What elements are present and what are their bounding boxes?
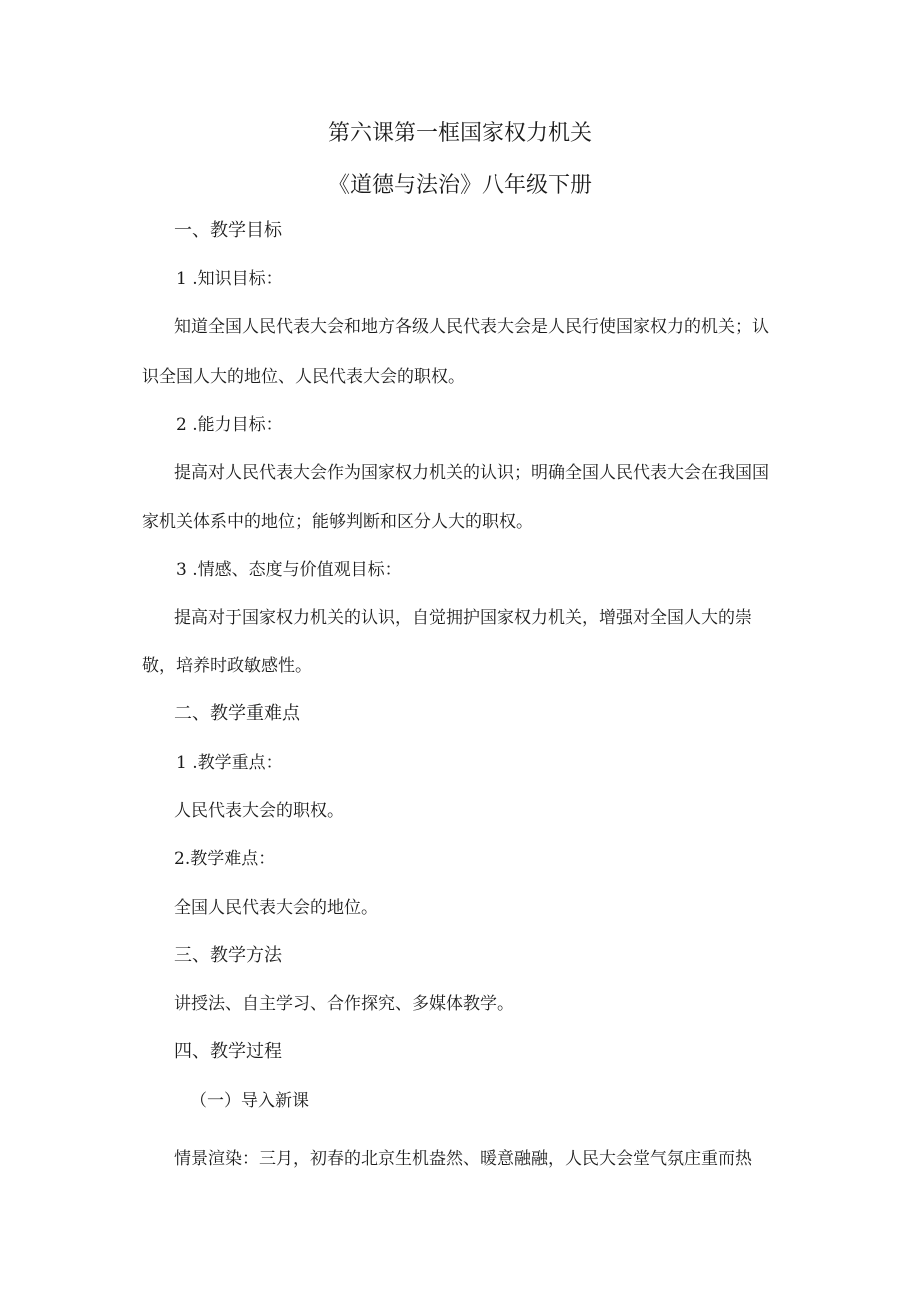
item-label: 2 .能力目标： bbox=[176, 415, 283, 435]
paragraph-line: 提高对于国家权力机关的认识，自觉拥护国家权力机关，增强对全国人大的崇 bbox=[174, 608, 752, 628]
section-heading: 三、教学方法 bbox=[174, 945, 282, 966]
paragraph-line: 提高对人民代表大会作为国家权力机关的认识；明确全国人民代表大会在我国国 bbox=[174, 463, 769, 483]
section-heading: 一、教学目标 bbox=[174, 220, 282, 241]
paragraph-line: 识全国人大的地位、人民代表大会的职权。 bbox=[142, 367, 465, 387]
item-label: 3 .情感、态度与价值观目标： bbox=[176, 560, 402, 580]
item-label: 2.教学难点： bbox=[174, 849, 276, 869]
subsection-heading: （一）导入新课 bbox=[190, 1091, 309, 1111]
paragraph-line: 讲授法、自主学习、合作探究、多媒体教学。 bbox=[174, 994, 514, 1014]
document-title: 第六课第一框国家权力机关 bbox=[327, 121, 592, 146]
paragraph-line: 全国人民代表大会的地位。 bbox=[174, 898, 378, 918]
item-label: 1 .知识目标： bbox=[176, 269, 283, 289]
section-heading: 二、教学重难点 bbox=[174, 703, 300, 724]
paragraph-line: 知道全国人民代表大会和地方各级人民代表大会是人民行使国家权力的机关；认 bbox=[174, 317, 769, 337]
paragraph-line: 人民代表大会的职权。 bbox=[174, 801, 344, 821]
section-heading: 四、教学过程 bbox=[174, 1041, 282, 1062]
paragraph-line: 家机关体系中的地位；能够判断和区分人大的职权。 bbox=[142, 512, 533, 532]
item-label: 1 .教学重点： bbox=[176, 753, 283, 773]
paragraph-line: 敬，培养时政敏感性。 bbox=[142, 656, 312, 676]
document-subtitle: 《道德与法治》八年级下册 bbox=[327, 173, 592, 198]
paragraph-line: 情景渲染：三月，初春的北京生机盎然、暖意融融，人民大会堂气氛庄重而热 bbox=[174, 1149, 752, 1169]
